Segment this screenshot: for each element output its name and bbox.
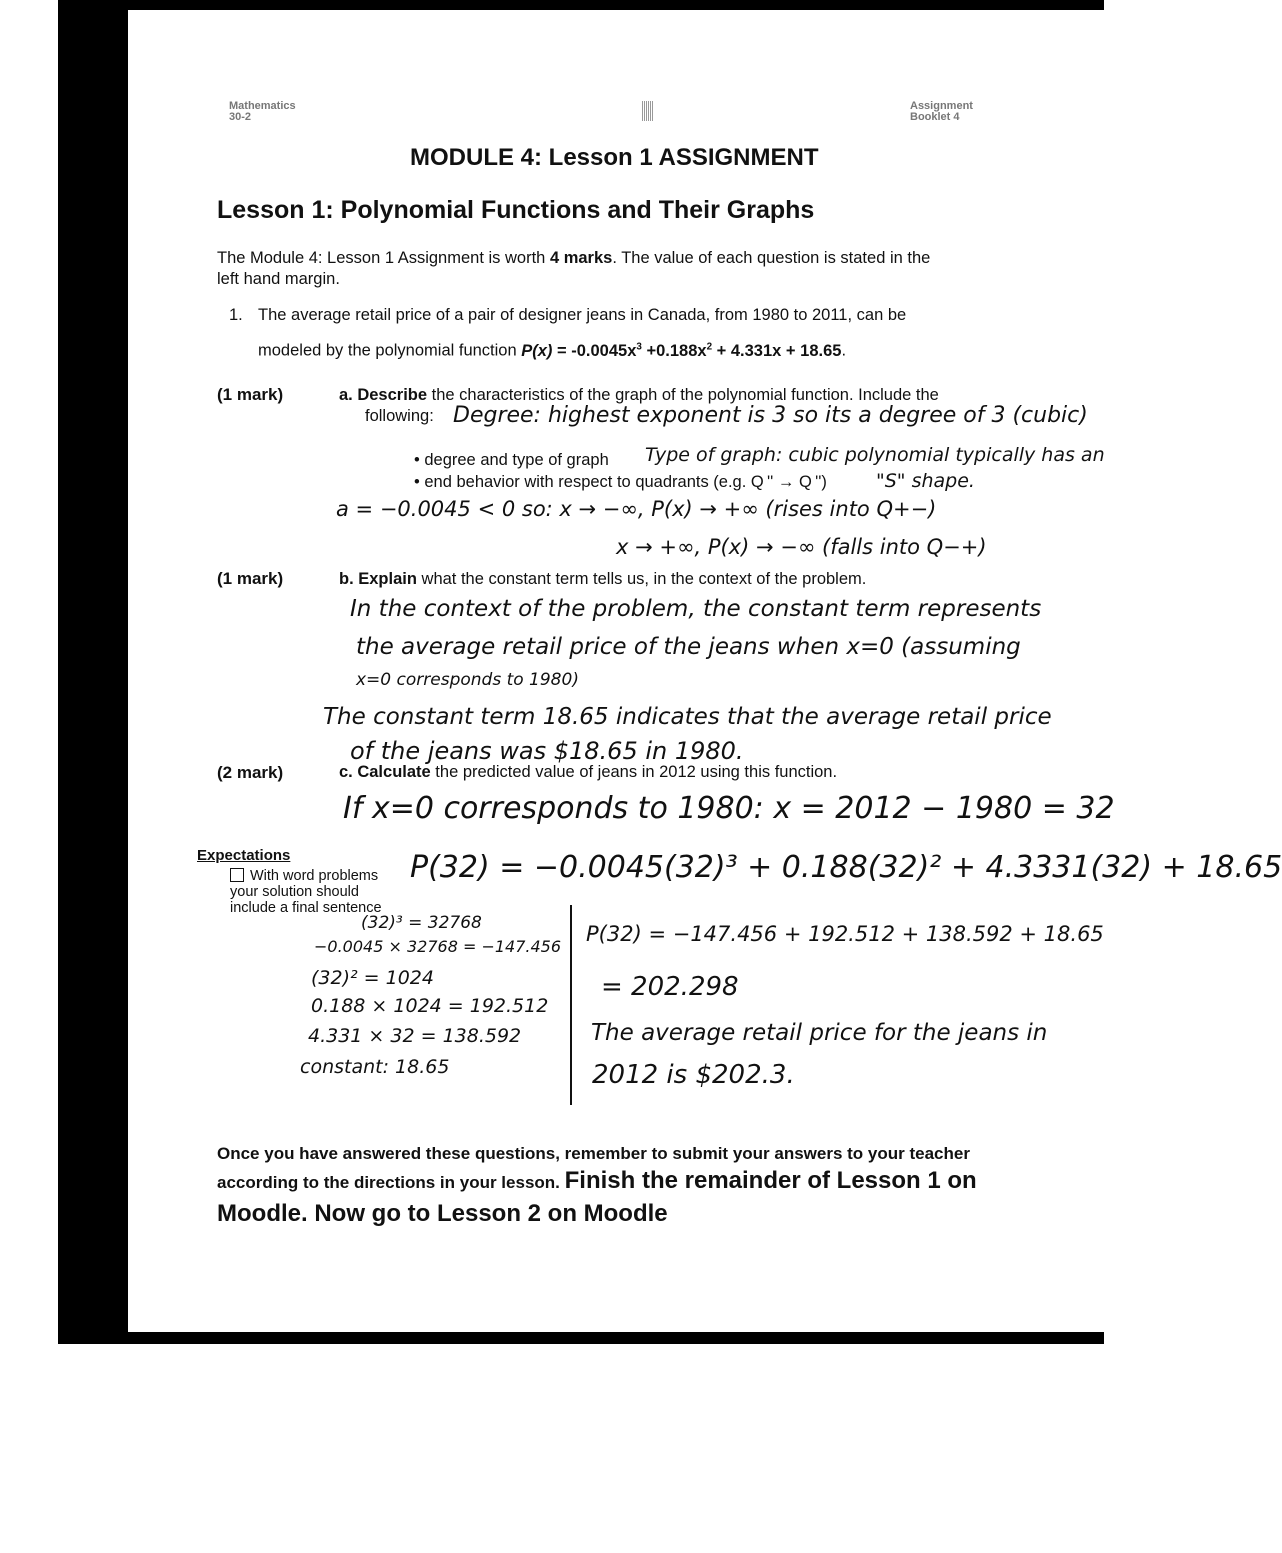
function-term-a: = -0.0045x: [552, 341, 637, 360]
closing-submit-text: according to the directions in your lesson.: [217, 1173, 565, 1192]
function-term-c: + 4.331x + 18.65: [712, 341, 842, 360]
expectations-item-text: With word problems your solution should include a final sentence: [230, 868, 382, 916]
closing-line-1: Once you have answered these questions, remember to submit your answers to your teacher: [217, 1144, 970, 1163]
hw-result-value: = 202.298: [601, 972, 739, 1002]
part-a-bullet-1: • degree and type of graph: [414, 451, 609, 469]
part-b-text: what the constant term tells us, in the context of the problem.: [416, 570, 867, 588]
hw-c-x-value: If x=0 corresponds to 1980: x = 2012 − 1980 = 32: [343, 791, 1115, 826]
hw-b-line-1: In the context of the problem, the constant term represents: [350, 596, 1042, 622]
hw-b-line-2: the average retail price of the jeans when x=0 (assuming: [356, 634, 1021, 660]
checkbox-icon[interactable]: [230, 868, 244, 882]
closing-line-2: [217, 1167, 977, 1195]
function-exp-b: 2: [706, 341, 713, 352]
hw-calc-term-a: −0.0045 × 32768 = −147.456: [314, 937, 562, 956]
expectations-heading: Expectations: [197, 847, 291, 864]
part-a-text: the characteristics of the graph of the polynomial function. Include the: [427, 386, 939, 404]
part-b-label: b. Explain: [339, 570, 417, 588]
hw-a-end-behavior-2: x → +∞, P(x) → −∞ (falls into Q−+): [616, 535, 987, 559]
hw-conclusion-1: The average retail price for the jeans in: [591, 1020, 1048, 1046]
part-a-label: a. Describe: [339, 386, 428, 404]
question-number: 1.: [229, 306, 243, 324]
part-a-bullet-2: • end behavior with respect to quadrants (e.g. Q '' → Q ''): [414, 473, 827, 491]
hw-result-sum: P(32) = −147.456 + 192.512 + 138.592 + 18.65: [586, 922, 1104, 946]
hw-a-end-behavior-1: a = −0.0045 < 0 so: x → −∞, P(x) → +∞ (rises into Q+−): [336, 497, 937, 521]
expectations-item: [230, 868, 408, 916]
booklet-label: [910, 101, 973, 123]
hw-b-line-4: The constant term 18.65 indicates that the average retail price: [323, 704, 1052, 730]
lesson-heading: Lesson 1: Polynomial Functions and Their Graphs: [217, 196, 815, 224]
intro-paragraph: [217, 248, 930, 290]
booklet-line-1: Assignment: [910, 100, 973, 112]
subject-line-1: Mathematics: [229, 100, 296, 112]
hw-b-line-3: x=0 corresponds to 1980): [356, 670, 579, 690]
subject-line-2: 30-2: [229, 111, 252, 123]
intro-line-2: left hand margin.: [217, 270, 340, 288]
intro-text: The Module 4: Lesson 1 Assignment is worth: [217, 249, 550, 267]
question-text: The average retail price of a pair of designer jeans in Canada, from 1980 to 2011, can be: [258, 306, 907, 324]
function-intro: modeled by the polynomial function: [258, 341, 522, 360]
function-term-b: +0.188x: [641, 341, 707, 360]
question-function: [258, 336, 846, 362]
hw-calc-constant: constant: 18.65: [300, 1056, 450, 1078]
hw-calc-square: (32)² = 1024: [311, 967, 434, 989]
hw-calc-term-c: 4.331 × 32 = 138.592: [308, 1025, 522, 1047]
part-b-prompt: [339, 569, 866, 590]
hw-conclusion-2: 2012 is $202.3.: [592, 1060, 795, 1090]
hw-a-type: Type of graph: cubic polynomial typically has an: [645, 444, 1105, 466]
subject-label: [229, 101, 296, 123]
hw-c-substitution: P(32) = −0.0045(32)³ + 0.188(32)² + 4.3331(32) + 18.65: [410, 850, 1282, 885]
function-name: P(x): [521, 341, 553, 360]
function-exp-a: 3: [636, 341, 642, 352]
closing-finish-text: Finish the remainder of Lesson 1 on: [564, 1167, 977, 1194]
hw-b-line-5: of the jeans was $18.65 in 1980.: [350, 737, 744, 765]
hw-a-shape: "S" shape.: [876, 470, 975, 492]
hw-calc-cube: (32)³ = 32768: [361, 913, 482, 933]
hw-calc-term-b: 0.188 × 1024 = 192.512: [311, 995, 549, 1017]
barcode-icon: [642, 101, 654, 121]
page-title: MODULE 4: Lesson 1 ASSIGNMENT: [410, 144, 819, 171]
part-c-label: c. Calculate: [339, 763, 431, 781]
function-end: .: [841, 341, 847, 360]
intro-marks: 4 marks: [549, 249, 613, 267]
part-a-following: following:: [365, 407, 434, 425]
assignment-page: [128, 10, 1282, 1332]
hw-a-degree: Degree: highest exponent is 3 so its a degree of 3 (cubic): [453, 403, 1088, 428]
part-a-mark: (1 mark): [217, 385, 284, 404]
document-frame: [58, 0, 1282, 1344]
intro-text-end: . The value of each question is stated in the: [612, 249, 931, 267]
part-c-prompt: [339, 762, 837, 783]
part-c-mark: (2 mark): [217, 763, 284, 782]
part-b-mark: (1 mark): [217, 569, 284, 588]
bracket-divider: [570, 905, 572, 1105]
part-c-text: the predicted value of jeans in 2012 using this function.: [430, 763, 838, 781]
closing-line-3: Moodle. Now go to Lesson 2 on Moodle: [217, 1200, 668, 1227]
booklet-line-2: Booklet 4: [910, 111, 960, 123]
